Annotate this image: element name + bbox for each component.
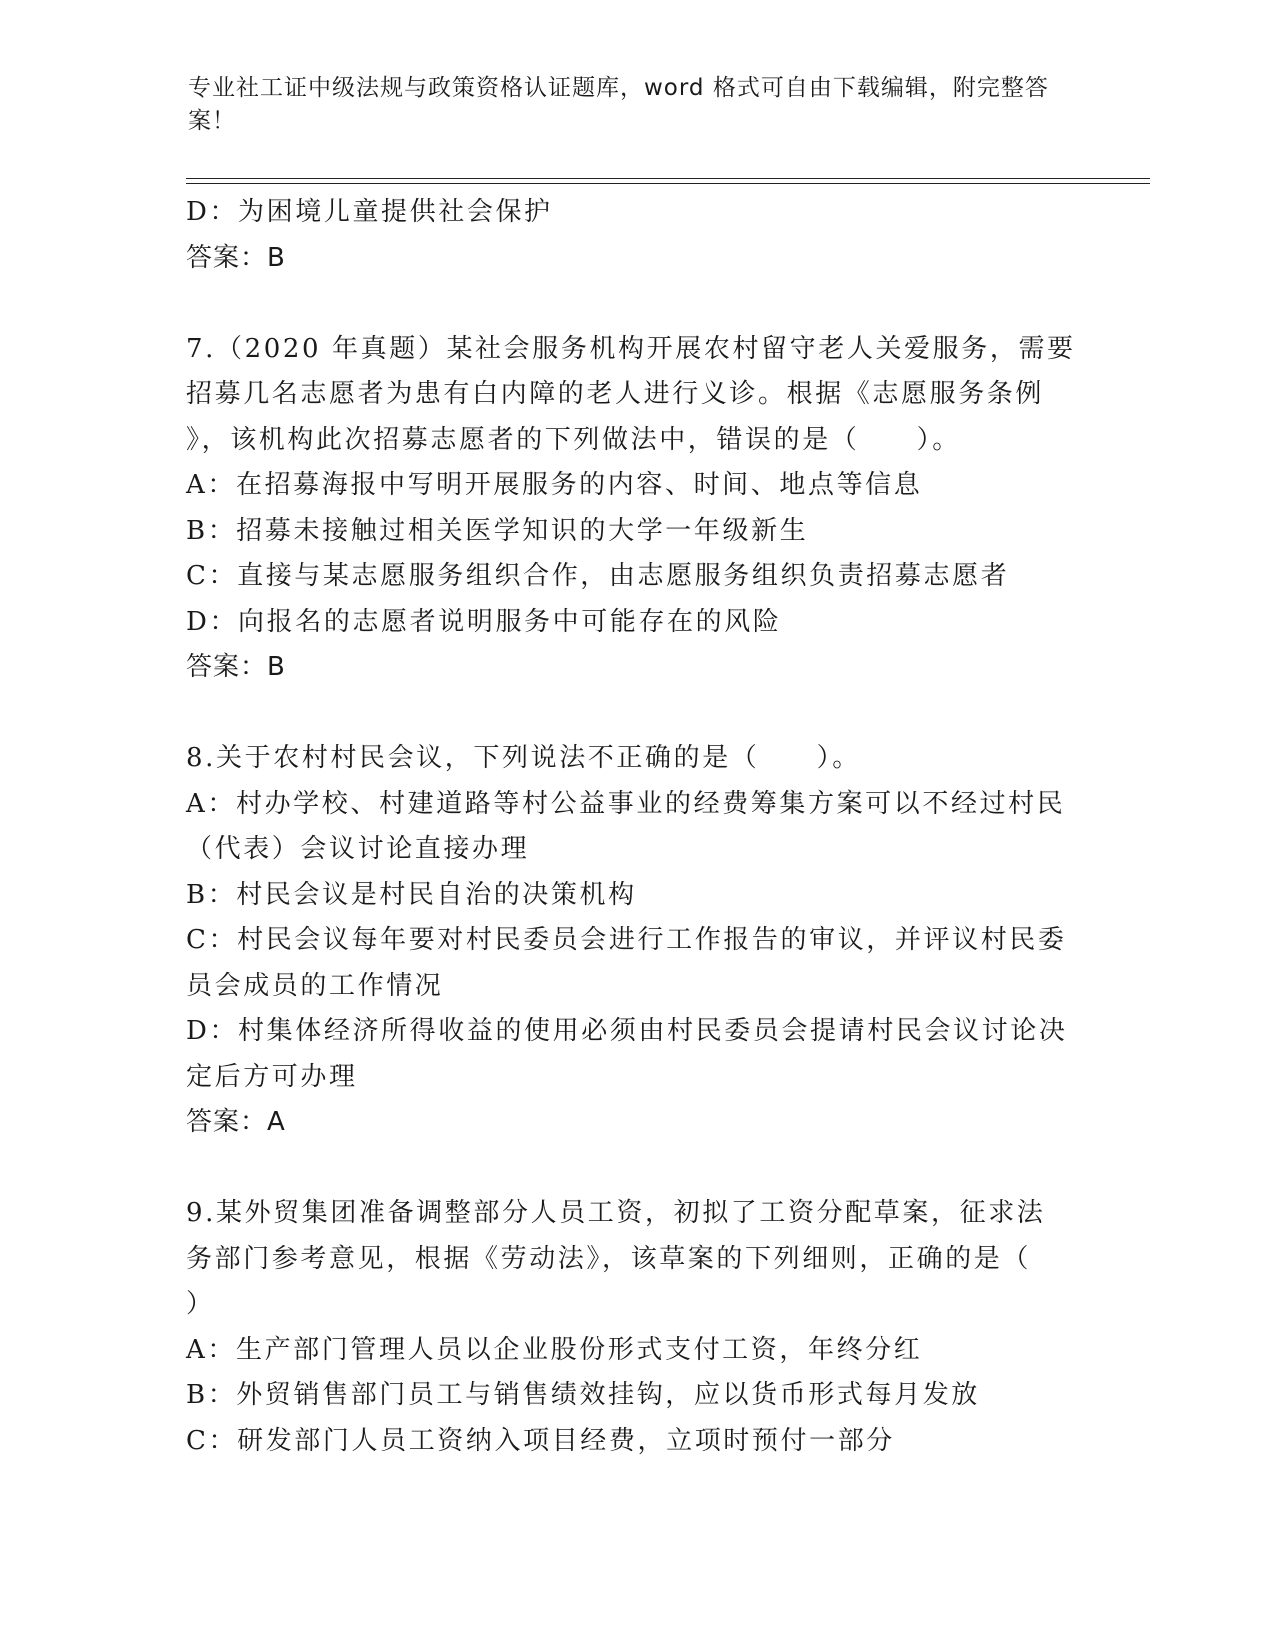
option-b: B：招募未接触过相关医学知识的大学一年级新生 [186,515,809,546]
option-d: D：为困境儿童提供社会保护 [186,197,553,227]
document-body [186,190,1086,1464]
option-a: A：村办学校、村建道路等村公益事业的经费筹集方案可以不经过村民 [186,788,1066,819]
question-stem-line: 务部门参考意见，根据《劳动法》，该草案的下列细则，正确的是（ [186,1243,1032,1274]
option-a-cont: （代表）会议讨论直接办理 [186,834,530,864]
header-line-1: 专业社工证中级法规与政策资格认证题库，word 格式可自由下载编辑，附完整答 [188,75,1049,101]
question-6-tail [186,190,1086,281]
spacer [186,1146,1086,1192]
header-rule-bottom [186,183,1150,184]
question-stem-line: 9.某外贸集团准备调整部分人员工资，初拟了工资分配草案，征求法 [186,1198,1046,1228]
answer-line: 答案：B [186,242,286,273]
option-c: C：研发部门人员工资纳入项目经费，立项时预付一部分 [186,1425,895,1456]
answer-line: 答案：A [186,1107,286,1137]
question-stem-line: 》，该机构此次招募志愿者的下列做法中，错误的是（ ）。 [186,424,961,455]
question-stem-line: 8.关于农村村民会议，下列说法不正确的是（ ）。 [186,743,861,773]
option-c: C：村民会议每年要对村民委员会进行工作报告的审议，并评议村民委 [186,925,1067,955]
option-c: C：直接与某志愿服务组织合作，由志愿服务组织负责招募志愿者 [186,561,1010,591]
question-7 [186,327,1086,691]
question-stem-line: 7.（2020 年真题）某社会服务机构开展农村留守老人关爱服务，需要 [186,333,1076,364]
spacer [186,691,1086,737]
option-d: D：村集体经济所得收益的使用必须由村民委员会提请村民会议讨论决 [186,1016,1068,1046]
question-9 [186,1191,1086,1464]
page-header [188,72,1068,138]
question-stem-line: ） [186,1289,215,1319]
option-d: D：向报名的志愿者说明服务中可能存在的风险 [186,606,782,637]
option-b: B：村民会议是村民自治的决策机构 [186,879,637,910]
header-line-2: 案！ [188,108,236,134]
option-a: A：在招募海报中写明开展服务的内容、时间、地点等信息 [186,470,923,500]
question-8 [186,736,1086,1146]
option-b: B：外贸销售部门员工与销售绩效挂钩，应以货币形式每月发放 [186,1380,980,1410]
option-d-cont: 定后方可办理 [186,1061,358,1092]
option-a: A：生产部门管理人员以企业股份形式支付工资，年终分红 [186,1334,923,1365]
spacer [186,281,1086,327]
question-stem-line: 招募几名志愿者为患有白内障的老人进行义诊。根据《志愿服务条例 [186,379,1045,409]
answer-line: 答案：B [186,652,286,682]
header-rule-top [186,178,1150,179]
option-c-cont: 员会成员的工作情况 [186,970,444,1001]
